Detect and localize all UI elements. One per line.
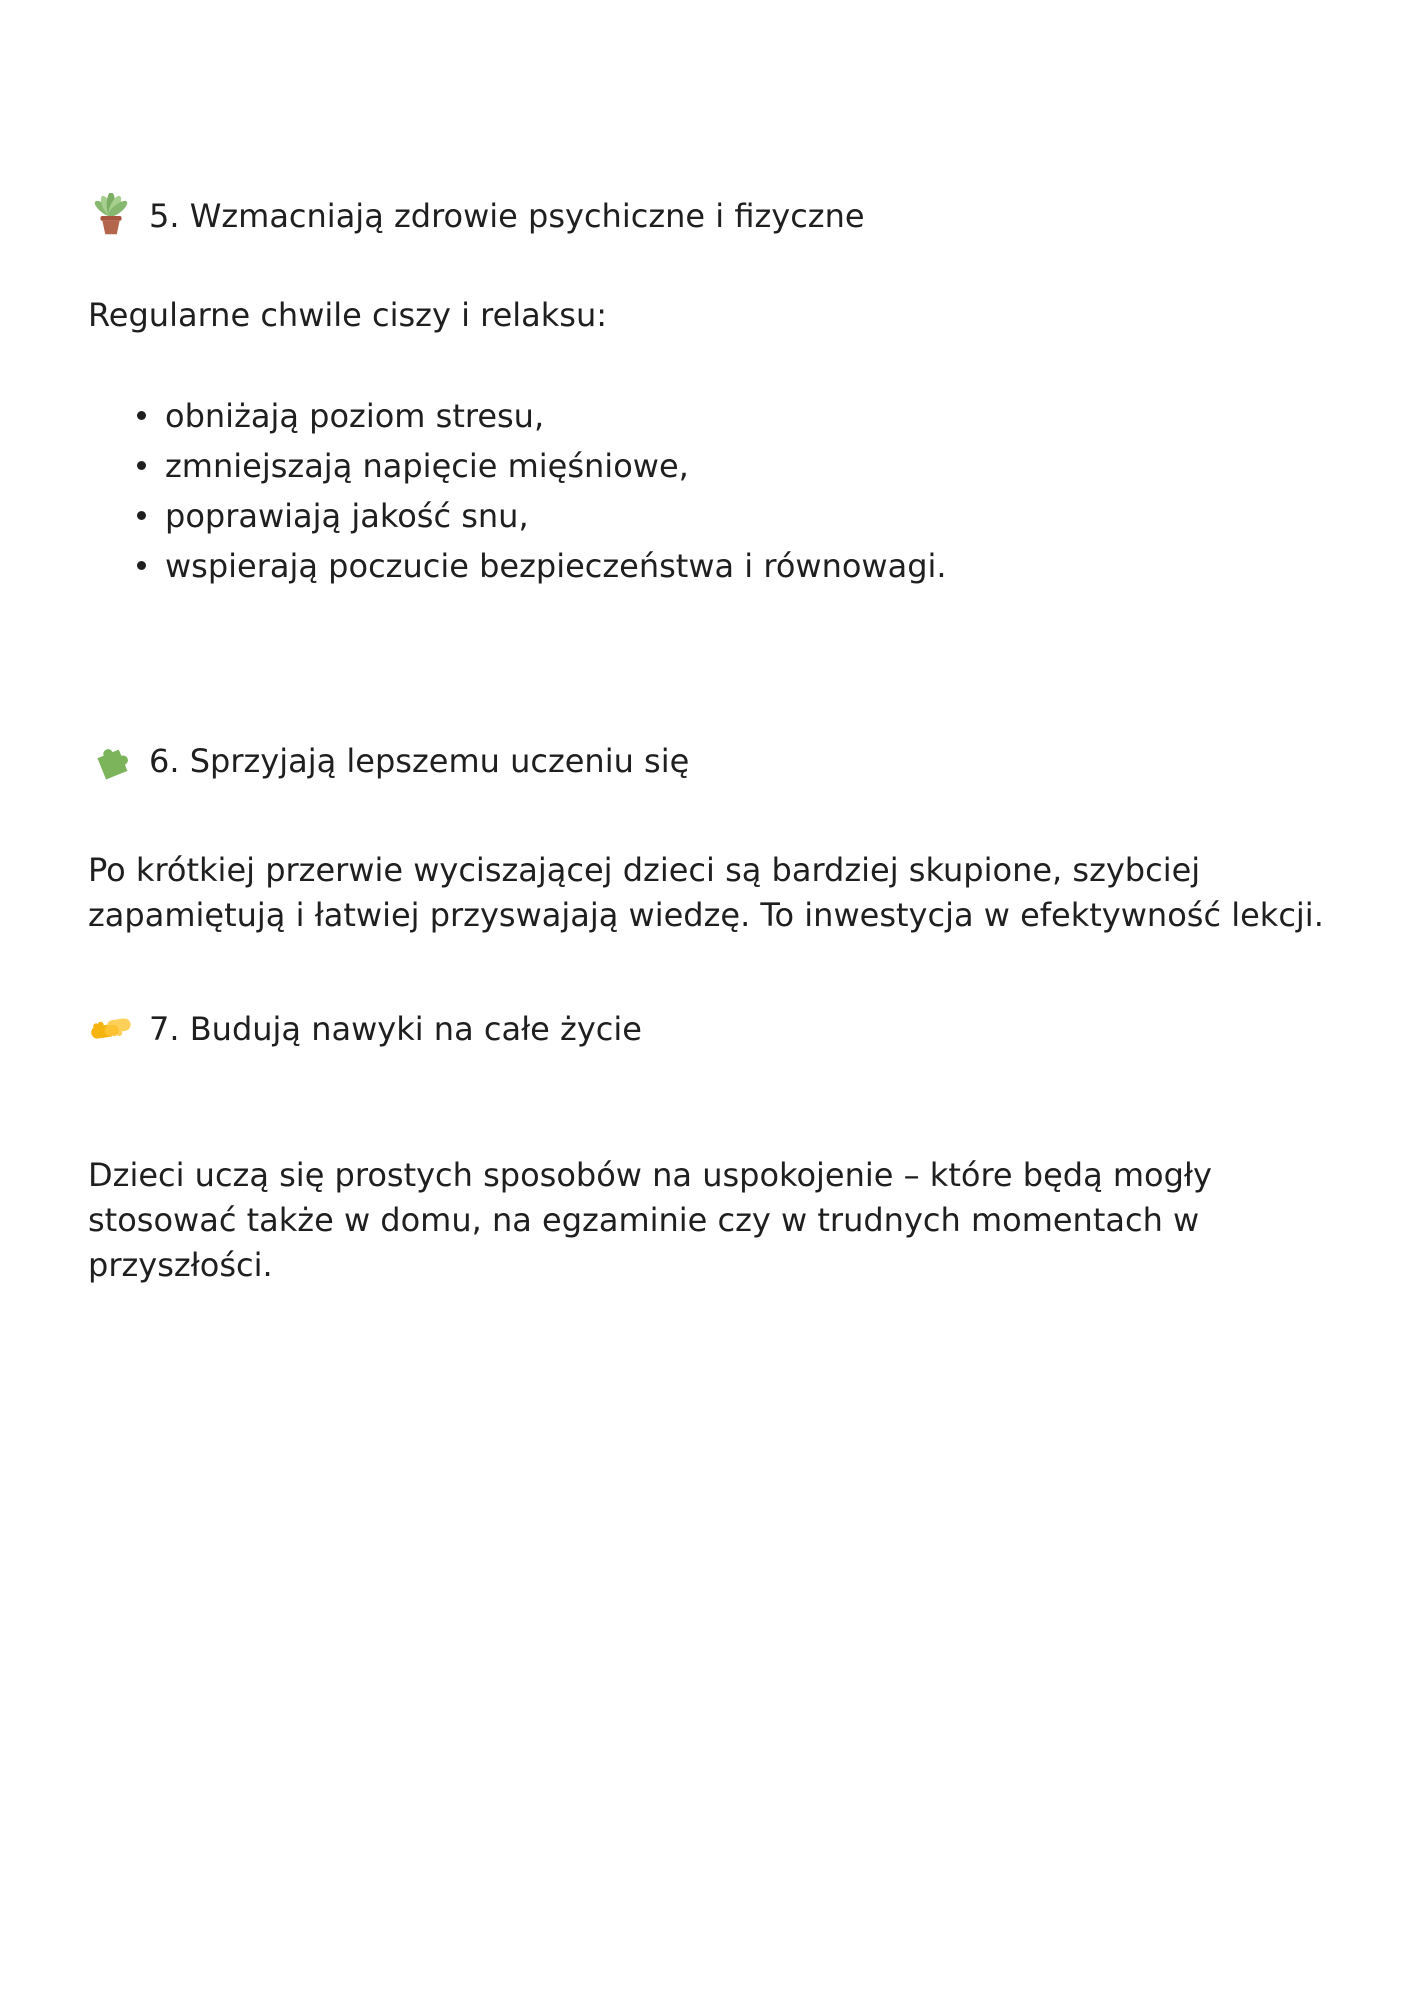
section-5-intro: Regularne chwile ciszy i relaksu: xyxy=(88,296,608,334)
section-5-heading xyxy=(88,193,1328,239)
section-6 xyxy=(88,738,1328,938)
section-7-heading-text: 7. Budują nawyki na całe życie xyxy=(149,1010,642,1048)
section-5-bullet-list xyxy=(88,391,1328,591)
bullet-item: zmniejszają napięcie mięśniowe, xyxy=(137,441,1328,491)
handshake-icon xyxy=(88,1006,134,1052)
bullet-item: poprawiają jakość snu, xyxy=(137,491,1328,541)
section-5-heading-text: 5. Wzmacniają zdrowie psychiczne i fizyczne xyxy=(149,197,865,235)
section-7 xyxy=(88,1006,1328,1288)
section-6-heading-text: 6. Sprzyjają lepszemu uczeniu się xyxy=(149,742,690,780)
section-6-heading xyxy=(88,738,1328,784)
bullet-item: wspierają poczucie bezpieczeństwa i równowagi. xyxy=(137,541,1328,591)
section-7-paragraph: Dzieci uczą się prostych sposobów na uspokojenie – które będą mogły stosować także w domu, na egzaminie czy w trudnych momentach w przyszłości. xyxy=(88,1156,1212,1284)
potted-plant-icon xyxy=(88,193,134,239)
section-6-paragraph: Po krótkiej przerwie wyciszającej dzieci są bardziej skupione, szybciej zapamiętują i łatwiej przyswajają wiedzę. To inwestycja w efektywność lekcji. xyxy=(88,851,1324,934)
section-7-heading xyxy=(88,1006,1328,1052)
puzzle-piece-icon xyxy=(88,738,134,784)
section-5 xyxy=(88,193,1328,591)
bullet-item: obniżają poziom stresu, xyxy=(137,391,1328,441)
